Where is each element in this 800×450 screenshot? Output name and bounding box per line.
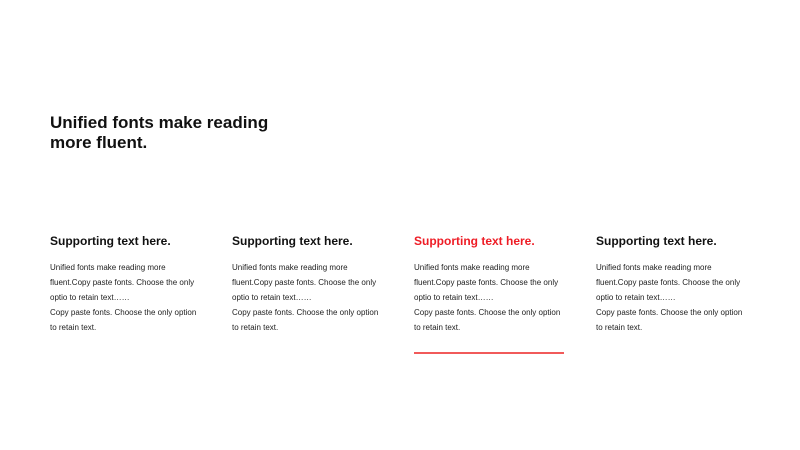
column-body: Unified fonts make reading more fluent.Copy paste fonts. Choose the only optio to retain text…… Copy paste fonts. Choose the only option to retain text. (232, 263, 379, 332)
column-title: Supporting text here. (596, 234, 717, 248)
column-4 (596, 234, 761, 359)
active-underline (414, 352, 564, 354)
column-title: Supporting text here. (50, 234, 171, 248)
column-title: Supporting text here. (232, 234, 353, 248)
column-title: Supporting text here. (414, 234, 535, 248)
column-1 (50, 234, 215, 359)
columns (50, 234, 770, 364)
headline: Unified fonts make reading more fluent. (50, 113, 269, 152)
column-body: Unified fonts make reading more fluent.Copy paste fonts. Choose the only optio to retain text…… Copy paste fonts. Choose the only option to retain text. (50, 263, 197, 332)
column-body: Unified fonts make reading more fluent.Copy paste fonts. Choose the only optio to retain text…… Copy paste fonts. Choose the only option to retain text. (596, 263, 743, 332)
column-2 (232, 234, 397, 359)
column-body: Unified fonts make reading more fluent.Copy paste fonts. Choose the only optio to retain text…… Copy paste fonts. Choose the only option to retain text. (414, 263, 561, 332)
column-3-active[interactable] (414, 234, 579, 359)
